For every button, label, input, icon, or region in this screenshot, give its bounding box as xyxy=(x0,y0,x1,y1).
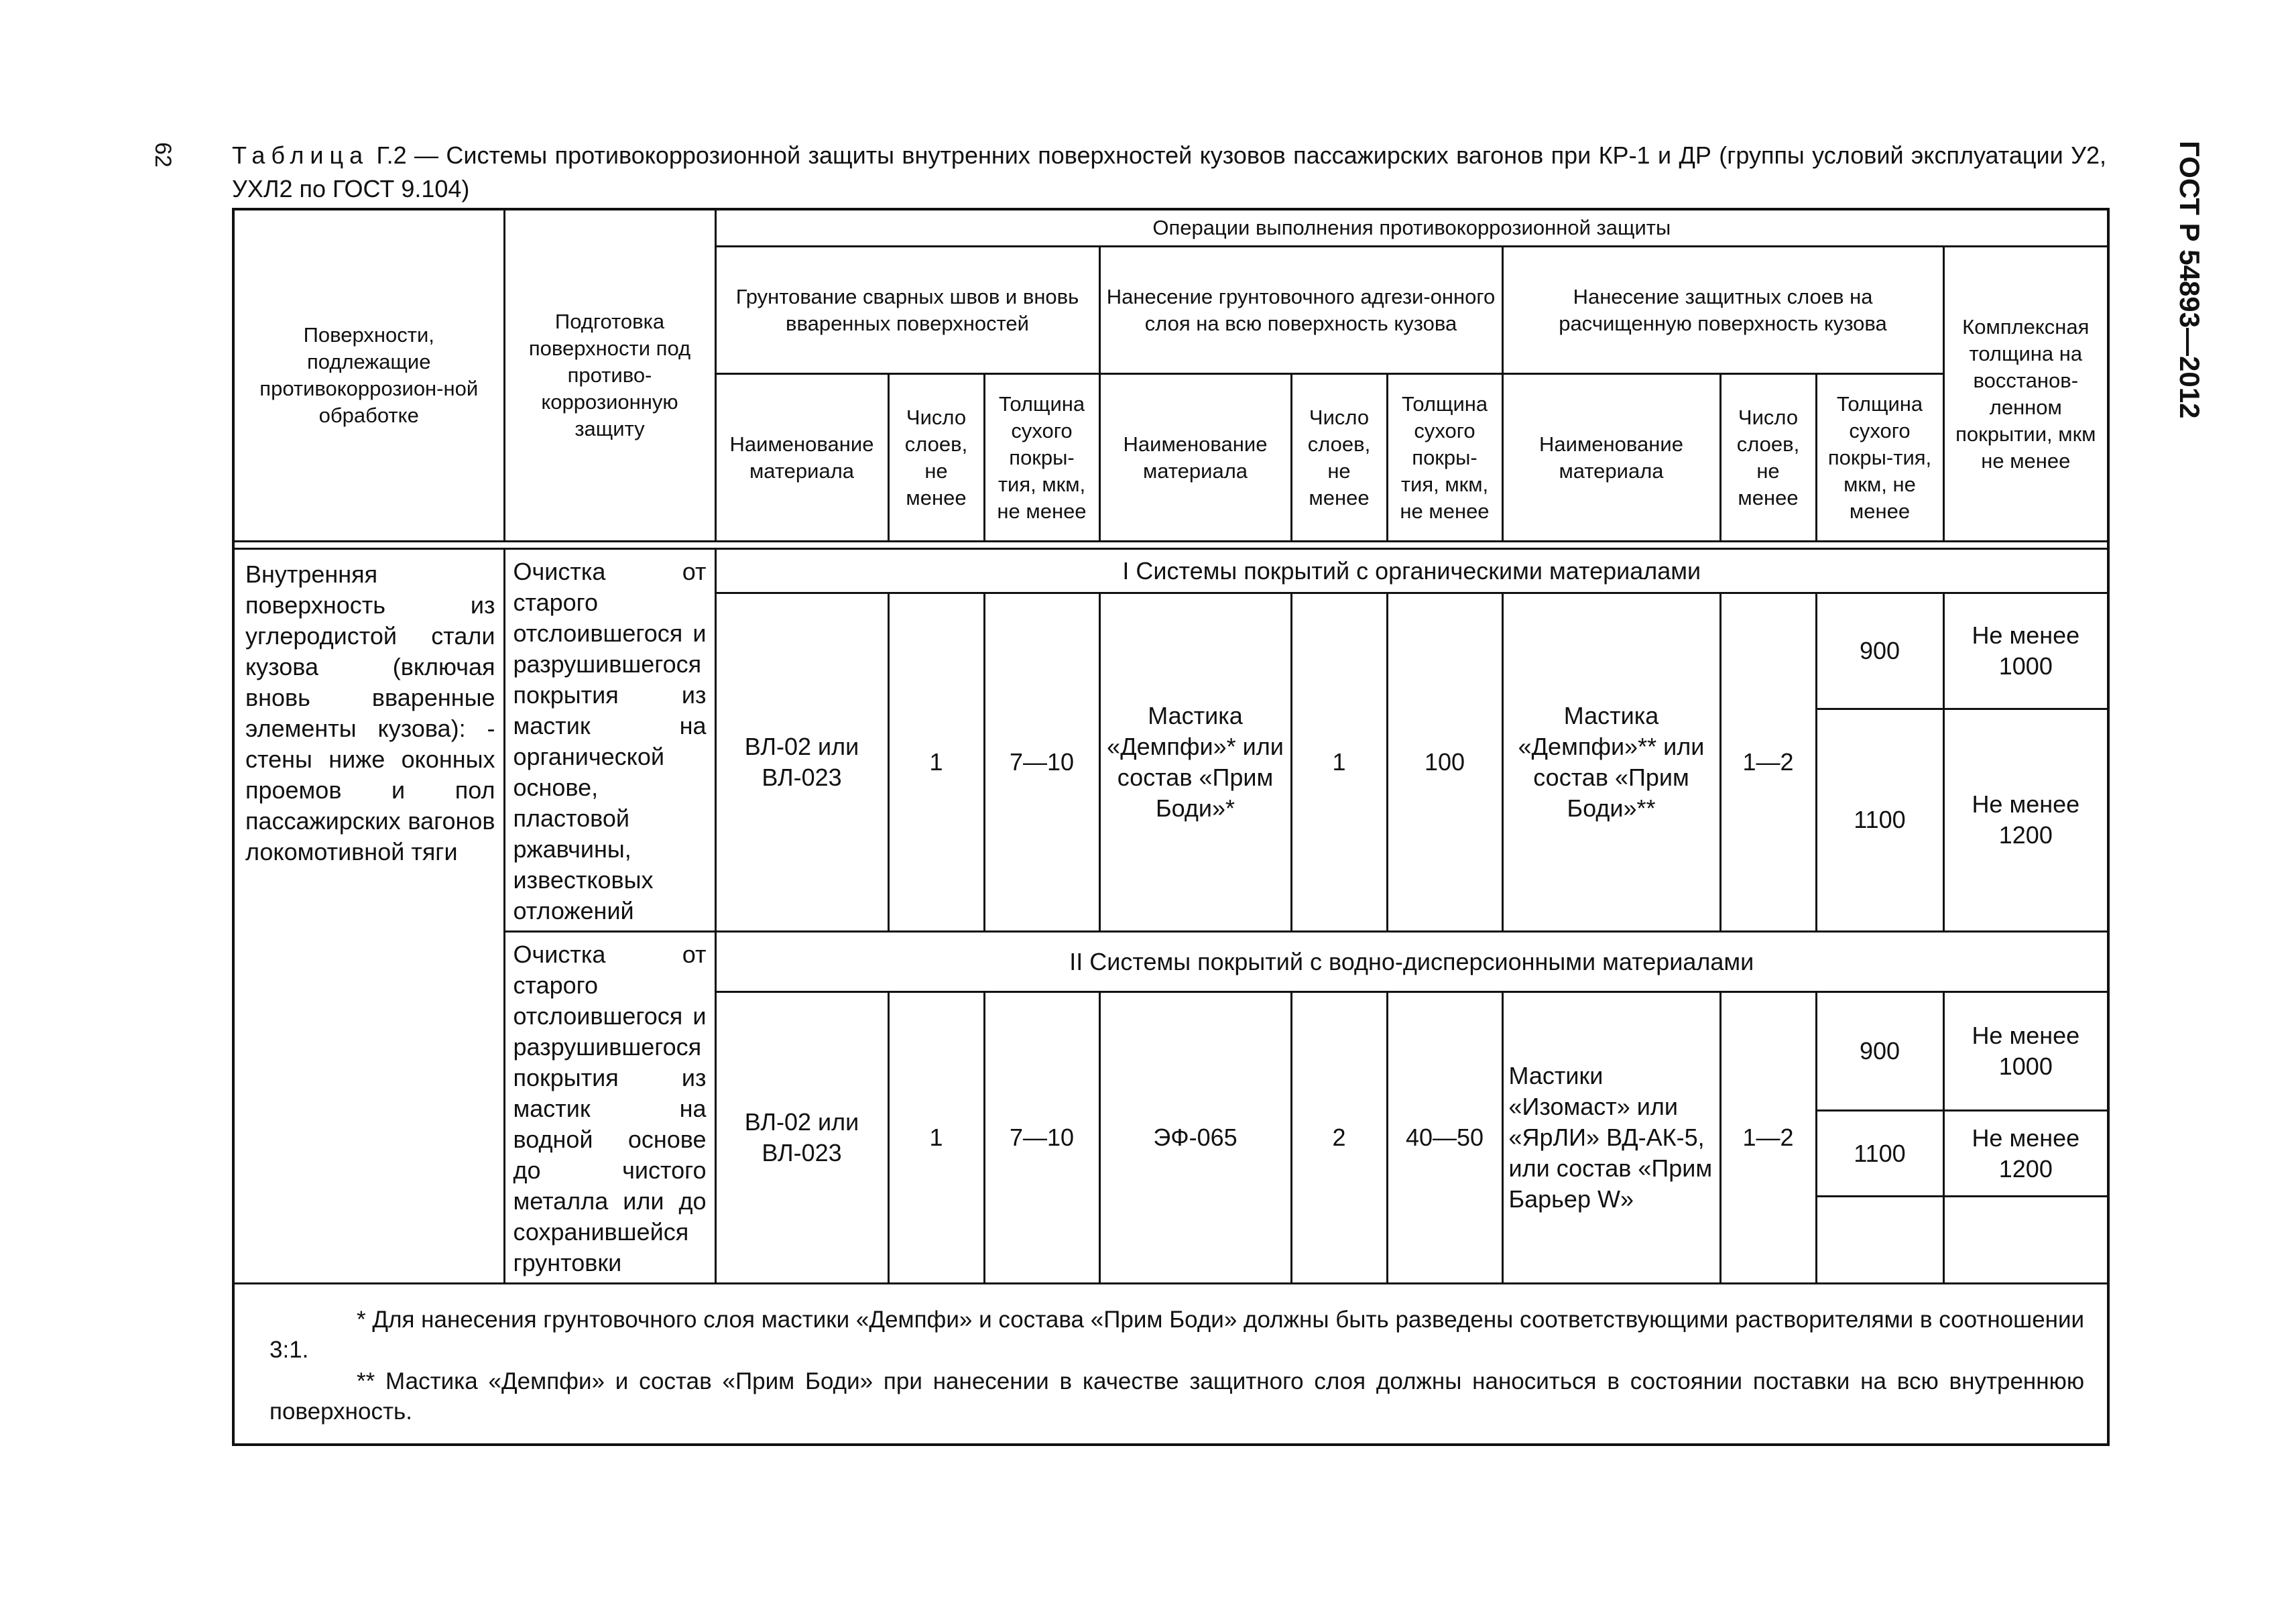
s2-primer-thickness: 7—10 xyxy=(984,992,1099,1284)
header-material: Наименование материала xyxy=(1099,374,1291,542)
protection-systems-table xyxy=(232,208,2110,1446)
header-group-adhesion-layer: Нанесение грунтовочного адгези-онного слоя на всю поверхность кузова xyxy=(1099,247,1502,374)
s1-primer-layers: 1 xyxy=(888,593,984,932)
header-layers: Число слоев, не менее xyxy=(1720,374,1816,542)
s2-protective-layers: 1—2 xyxy=(1720,992,1816,1284)
header-operations: Операции выполнения противокоррозионной защиты xyxy=(715,209,2108,247)
s2-protective-thickness-1: 900 xyxy=(1816,992,1943,1111)
s1-adhesion-thickness: 100 xyxy=(1387,593,1502,932)
header-material: Наименование материала xyxy=(715,374,888,542)
s1-total-thickness-2: Не менее 1200 xyxy=(1943,709,2108,932)
s2-protective-material: Мастики «Изомаст» или «ЯрЛИ» ВД-АК-5, или состав «Прим Барьер W» xyxy=(1502,992,1720,1284)
header-thickness: Толщина сухого покры-тия, мкм, не менее xyxy=(984,374,1099,542)
header-layers: Число слоев, не менее xyxy=(1291,374,1387,542)
s2-total-thickness-2: Не менее 1200 xyxy=(1943,1111,2108,1197)
header-separator xyxy=(233,542,2108,549)
header-preparation: Подготовка поверхности под противо-коррозионную защиту xyxy=(504,209,715,542)
s1-primer-thickness: 7—10 xyxy=(984,593,1099,932)
surface-description: Внутренняя поверхность из углеродистой стали кузова (включая вновь вваренные элементы кузова): - стены ниже оконных проемов и пол пассажирских вагонов локомотивной тяги xyxy=(233,549,504,1284)
header-thickness: Толщина сухого покры-тия, мкм, не менее xyxy=(1816,374,1943,542)
preparation-system-2: Очистка от старого отслоившегося и разрушившегося покрытия из мастик на водной основе до чистого металла или до сохранившейся грунтовки xyxy=(504,932,715,1284)
s2-adhesion-material: ЭФ-065 xyxy=(1099,992,1291,1284)
s2-adhesion-thickness: 40—50 xyxy=(1387,992,1502,1284)
s2-total-thickness-1: Не менее 1000 xyxy=(1943,992,2108,1111)
caption-lead: Таблица xyxy=(232,141,369,169)
table-notes xyxy=(233,1284,2108,1445)
s2-adhesion-layers: 2 xyxy=(1291,992,1387,1284)
s1-total-thickness-1: Не менее 1000 xyxy=(1943,593,2108,709)
header-thickness: Толщина сухого покры-тия, мкм, не менее xyxy=(1387,374,1502,542)
s2-protective-thickness-2: 1100 xyxy=(1816,1111,1943,1197)
header-total-thickness: Комплексная толщина на восстанов-ленном покрытии, мкм не менее xyxy=(1943,247,2108,542)
header-group-priming-welds: Грунтование сварных швов и вновь вваренных поверхностей xyxy=(715,247,1099,374)
s2-primer-material: ВЛ-02 или ВЛ-023 xyxy=(715,992,888,1284)
table-caption xyxy=(232,139,2106,206)
header-material: Наименование материала xyxy=(1502,374,1720,542)
preparation-system-1: Очистка от старого отслоившегося и разрушившегося покрытия из мастик на органической основе, пластовой ржавчины, известковых отложений xyxy=(504,549,715,932)
system-1-title: I Системы покрытий с органическими материалами xyxy=(715,549,2108,593)
standard-id: ГОСТ Р 54893—2012 xyxy=(2174,141,2206,419)
s2-protective-thickness-blank xyxy=(1816,1197,1943,1284)
header-layers: Число слоев, не менее xyxy=(888,374,984,542)
s1-protective-material: Мастика «Демпфи»** или состав «Прим Боди»** xyxy=(1502,593,1720,932)
note-2: ** Мастика «Демпфи» и состав «Прим Боди» при нанесении в качестве защитного слоя должны наноситься в состоянии поставки на всю внутреннюю поверхность. xyxy=(269,1368,2085,1425)
page-number: 62 xyxy=(150,142,176,168)
s1-protective-thickness-1: 900 xyxy=(1816,593,1943,709)
s1-adhesion-material: Мастика «Демпфи»* или состав «Прим Боди»* xyxy=(1099,593,1291,932)
s2-primer-layers: 1 xyxy=(888,992,984,1284)
header-group-protective-layers: Нанесение защитных слоев на расчищенную поверхность кузова xyxy=(1502,247,1943,374)
caption-text: Г.2 — Системы противокоррозионной защиты внутренних поверхностей кузовов пассажирских вагонов при КР-1 и ДР (группы условий эксплуатации У2, УХЛ2 по ГОСТ 9.104) xyxy=(232,141,2106,202)
system-2-title: II Системы покрытий с водно-дисперсионными материалами xyxy=(715,932,2108,992)
s1-protective-thickness-2: 1100 xyxy=(1816,709,1943,932)
header-surfaces: Поверхности, подлежащие противокоррозион-ной обработке xyxy=(233,209,504,542)
s2-total-thickness-blank xyxy=(1943,1197,2108,1284)
s1-protective-layers: 1—2 xyxy=(1720,593,1816,932)
s1-adhesion-layers: 1 xyxy=(1291,593,1387,932)
s1-primer-material: ВЛ-02 или ВЛ-023 xyxy=(715,593,888,932)
note-1: * Для нанесения грунтовочного слоя мастики «Демпфи» и состава «Прим Боди» должны быть разведены соответствующими растворителями в соотношении 3:1. xyxy=(269,1307,2085,1363)
